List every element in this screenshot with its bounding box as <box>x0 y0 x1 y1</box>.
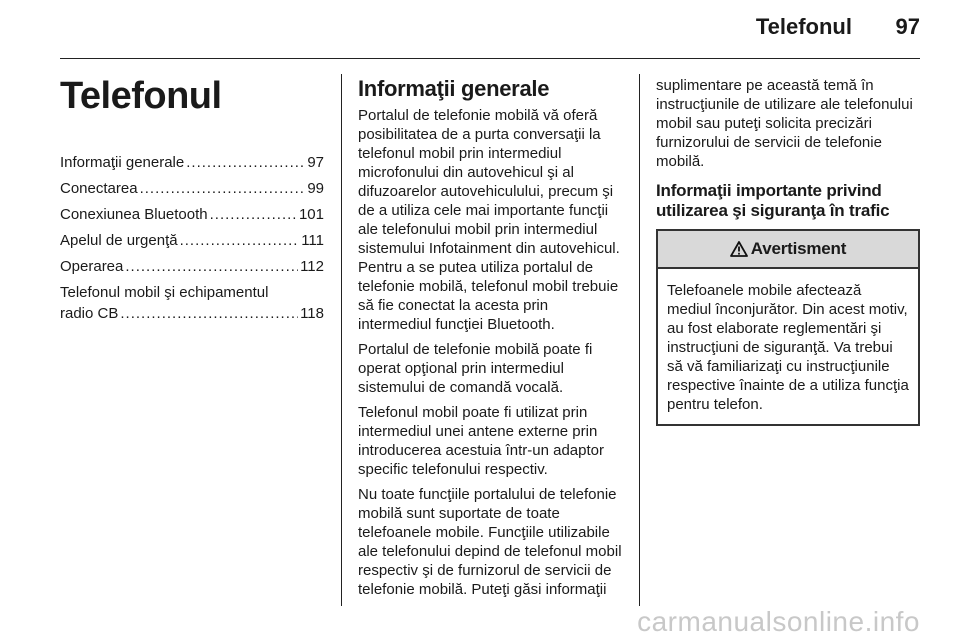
toc-entry[interactable] <box>60 152 324 173</box>
toc-page: 101 <box>298 206 324 223</box>
text-column-3 <box>656 76 920 426</box>
watermark: carmanualsonline.info <box>637 606 920 637</box>
toc-page: 99 <box>307 180 324 197</box>
header-divider <box>60 58 920 59</box>
column-divider-2 <box>639 74 640 606</box>
text-column-2 <box>358 76 623 605</box>
paragraph-part-2: suplimentare pe această temă în instrucţiunile de utilizare ale telefonului mobil sau puteţi solicita precizări furnizorului de servicii de telefonie mobilă. <box>656 77 913 170</box>
chapter-column <box>60 74 324 329</box>
toc-entry[interactable] <box>60 204 324 225</box>
toc-page: 112 <box>300 258 324 275</box>
paragraph: Portalul de telefonie mobilă poate fi operat opţional prin intermediul sistemului de comandă vocală. <box>358 341 593 396</box>
paragraph: Telefonul mobil poate fi utilizat prin intermediul unei antene externe prin introducerea acestuia într-un adaptor specific telefonului respectiv. <box>358 404 604 478</box>
toc-leader <box>125 256 298 277</box>
toc-leader <box>120 303 298 324</box>
section-title: Informaţii generale <box>358 76 550 101</box>
running-title: Telefonul <box>755 14 852 39</box>
page-header <box>0 0 960 56</box>
subsection-title: Informaţii importante privind utilizarea şi siguranţa în trafic <box>656 181 890 220</box>
toc-label: Conectarea <box>60 180 138 197</box>
toc-leader <box>140 178 306 199</box>
toc-leader <box>210 204 297 225</box>
toc-page: 111 <box>301 232 324 249</box>
toc-label: radio CB <box>60 305 119 322</box>
warning-text: Telefoanele mobile afectează mediul înconjurător. Din acest motiv, au fost elaborate reglementări şi instrucţiuni de siguranţă. Va trebui să vă familiarizaţi cu instrucţiunile respective înainte de a utiliza funcţia pentru telefon. <box>667 282 909 413</box>
toc-page: 97 <box>307 154 324 171</box>
page-number: 97 <box>895 14 920 39</box>
toc-leader <box>186 152 305 173</box>
toc-label: Operarea <box>60 258 124 275</box>
chapter-title: Telefonul <box>60 75 222 117</box>
warning-header <box>658 231 918 269</box>
warning-triangle-icon <box>730 241 748 257</box>
paragraph: Portalul de telefonie mobilă vă oferă posibilitatea de a purta conversaţii la telefonul mobil prin intermediul microfonului din autovehicul şi al difuzoarelor autovehiculului, precum şi de a utiliza cele mai importante funcţii ale telefonului mobil prin intermediul sistemului Infotainment din autovehicul. Pentru a se putea utiliza portalul de telefonie mobilă, telefonul mobil trebuie să fie conectat la acesta prin intermediul funcţiei Bluetooth. <box>358 107 620 333</box>
paragraph-part-1: Nu toate funcţiile portalului de telefonie mobilă sunt suportate de toate telefoanele mobile. Funcţiile utilizabile ale telefonului depind de telefonul mobil respectiv şi de furnizorul de servicii de telefonie mobilă. Puteţi găsi informaţii <box>358 486 622 598</box>
toc-label-line1: Telefonul mobil şi echipamentul <box>60 284 269 301</box>
warning-title: Avertisment <box>750 239 847 258</box>
toc-entry[interactable] <box>60 282 324 324</box>
table-of-contents <box>60 152 324 324</box>
toc-entry[interactable] <box>60 256 324 277</box>
toc-label: Informaţii generale <box>60 154 185 171</box>
toc-entry[interactable] <box>60 230 324 251</box>
warning-box <box>656 229 920 426</box>
toc-label: Apelul de urgenţă <box>60 232 178 249</box>
column-divider-1 <box>341 74 342 606</box>
toc-page: 118 <box>300 305 324 322</box>
toc-entry[interactable] <box>60 178 324 199</box>
toc-leader <box>180 230 300 251</box>
toc-label: Conexiunea Bluetooth <box>60 206 208 223</box>
